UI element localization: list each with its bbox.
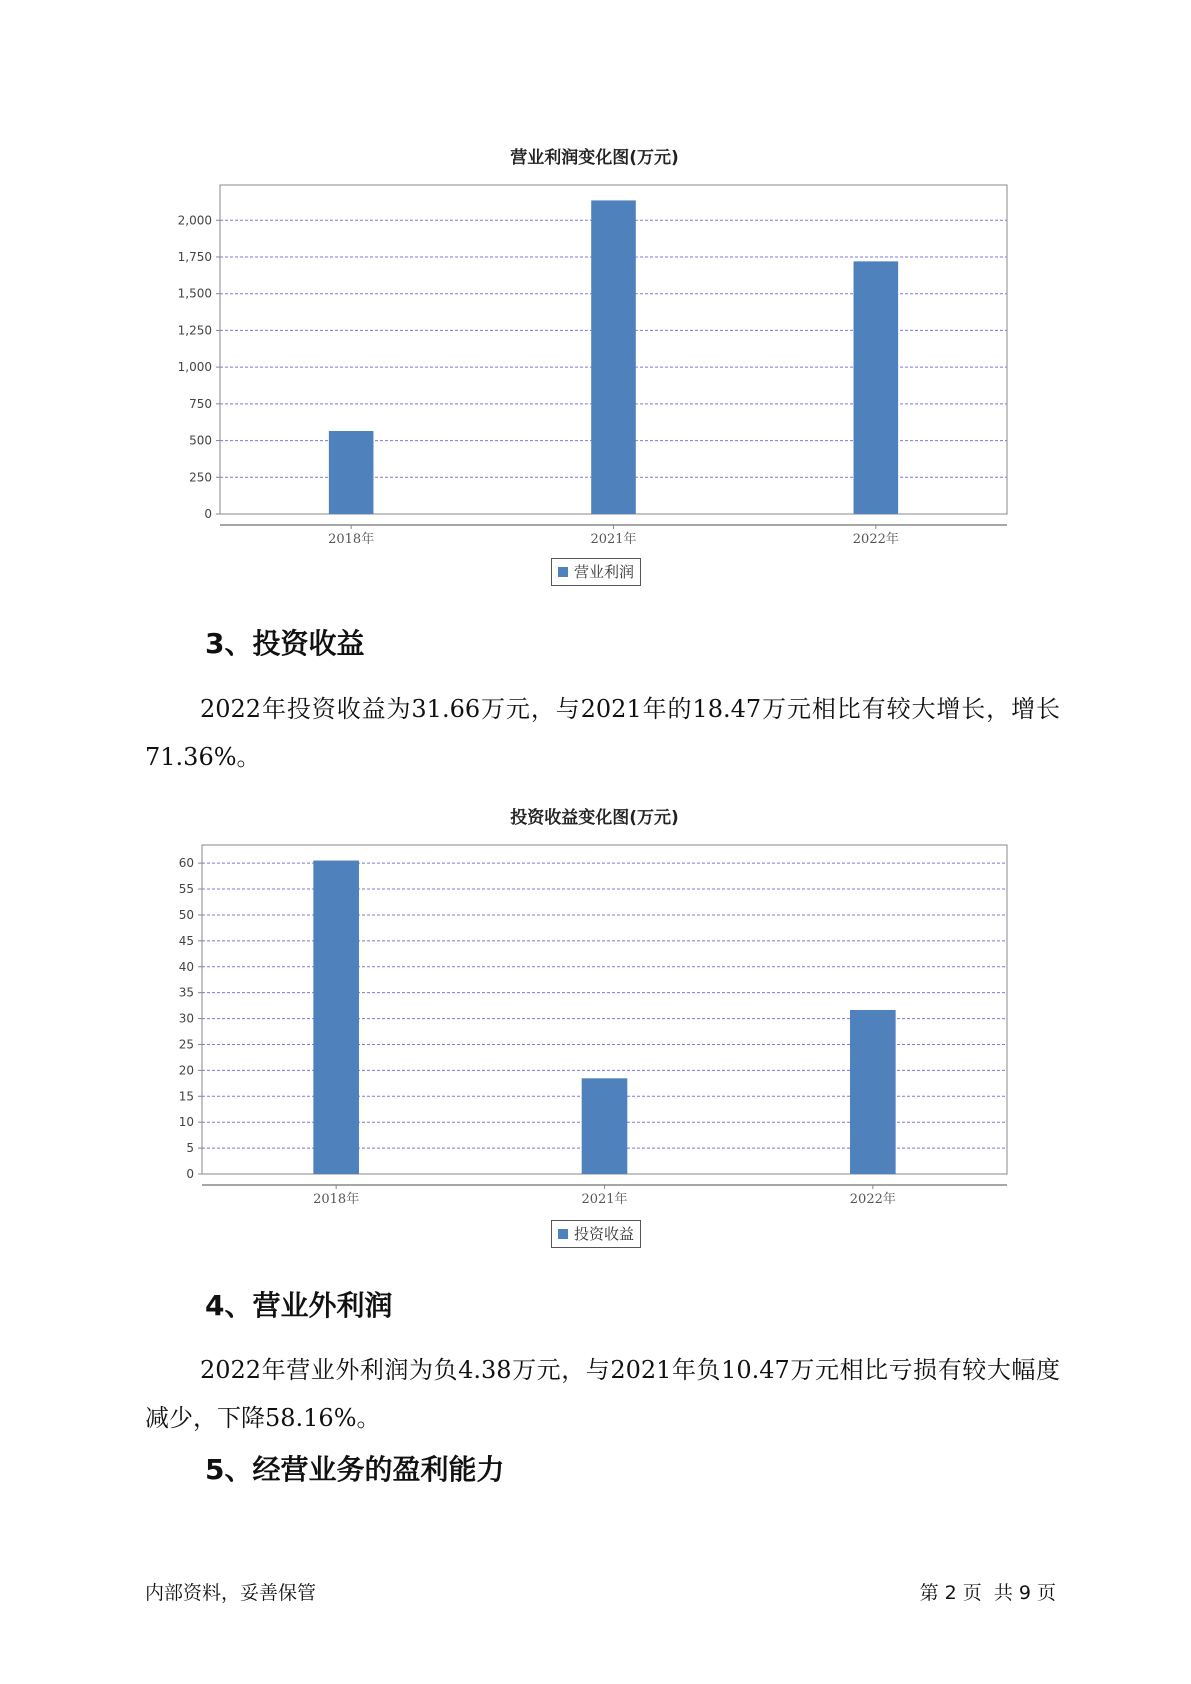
y-tick-label: 10: [178, 1115, 194, 1130]
y-tick-label: 750: [189, 396, 212, 411]
x-tick-label: 2021年: [590, 532, 637, 547]
y-tick-label: 0: [186, 1167, 194, 1181]
y-tick-label: 1,750: [177, 249, 212, 264]
y-tick-label: 1,000: [177, 360, 212, 375]
bar: [313, 861, 359, 1174]
y-tick-label: 25: [178, 1037, 194, 1052]
x-tick-label: 2022年: [852, 532, 899, 547]
y-tick-label: 30: [178, 1011, 194, 1026]
y-tick-label: 20: [178, 1063, 194, 1078]
y-tick-label: 2,000: [177, 213, 212, 228]
x-tick-label: 2022年: [849, 1192, 896, 1207]
y-tick-label: 50: [178, 907, 194, 922]
y-tick-label: 1,250: [177, 323, 212, 338]
section-5-heading: 5、经营业务的盈利能力: [205, 1453, 505, 1486]
chart2-legend: [551, 1220, 641, 1248]
bar: [850, 1010, 896, 1174]
bar: [582, 1078, 628, 1174]
footer-confidential-note: 内部资料，妥善保管: [145, 1582, 317, 1604]
legend-swatch-icon: [558, 1229, 568, 1239]
y-tick-label: 45: [178, 933, 194, 948]
chart2-title: 投资收益变化图(万元): [510, 808, 679, 828]
y-tick-label: 15: [178, 1089, 194, 1104]
section-3-heading: 3、投资收益: [205, 627, 365, 660]
y-tick-label: 35: [178, 985, 194, 1000]
chart1-legend-label: 营业利润: [574, 563, 635, 581]
y-tick-label: 250: [189, 470, 212, 485]
y-tick-label: 500: [189, 433, 212, 448]
x-tick-label: 2018年: [313, 1192, 360, 1207]
y-tick-label: 55: [178, 882, 194, 897]
x-tick-label: 2018年: [328, 532, 375, 547]
y-tick-label: 40: [178, 959, 194, 974]
chart2-legend-label: 投资收益: [574, 1225, 635, 1243]
x-tick-label: 2021年: [581, 1192, 628, 1207]
section-4-text: 2022年营业外利润为负4.38万元，与2021年负10.47万元相比亏损有较大幅度减少，下降58.16%。: [145, 1356, 1060, 1432]
y-tick-label: 0: [204, 507, 212, 521]
section-4-heading: 4、营业外利润: [205, 1289, 393, 1322]
footer-page-number: 第 2 页 共 9 页: [919, 1582, 1056, 1604]
y-tick-label: 5: [186, 1141, 194, 1156]
chart1-title: 营业利润变化图(万元): [510, 148, 679, 168]
y-tick-label: 1,500: [177, 286, 212, 301]
section-3-text: 2022年投资收益为31.66万元，与2021年的18.47万元相比有较大增长，增长71.36%。: [145, 695, 1060, 771]
y-tick-label: 60: [178, 856, 194, 871]
